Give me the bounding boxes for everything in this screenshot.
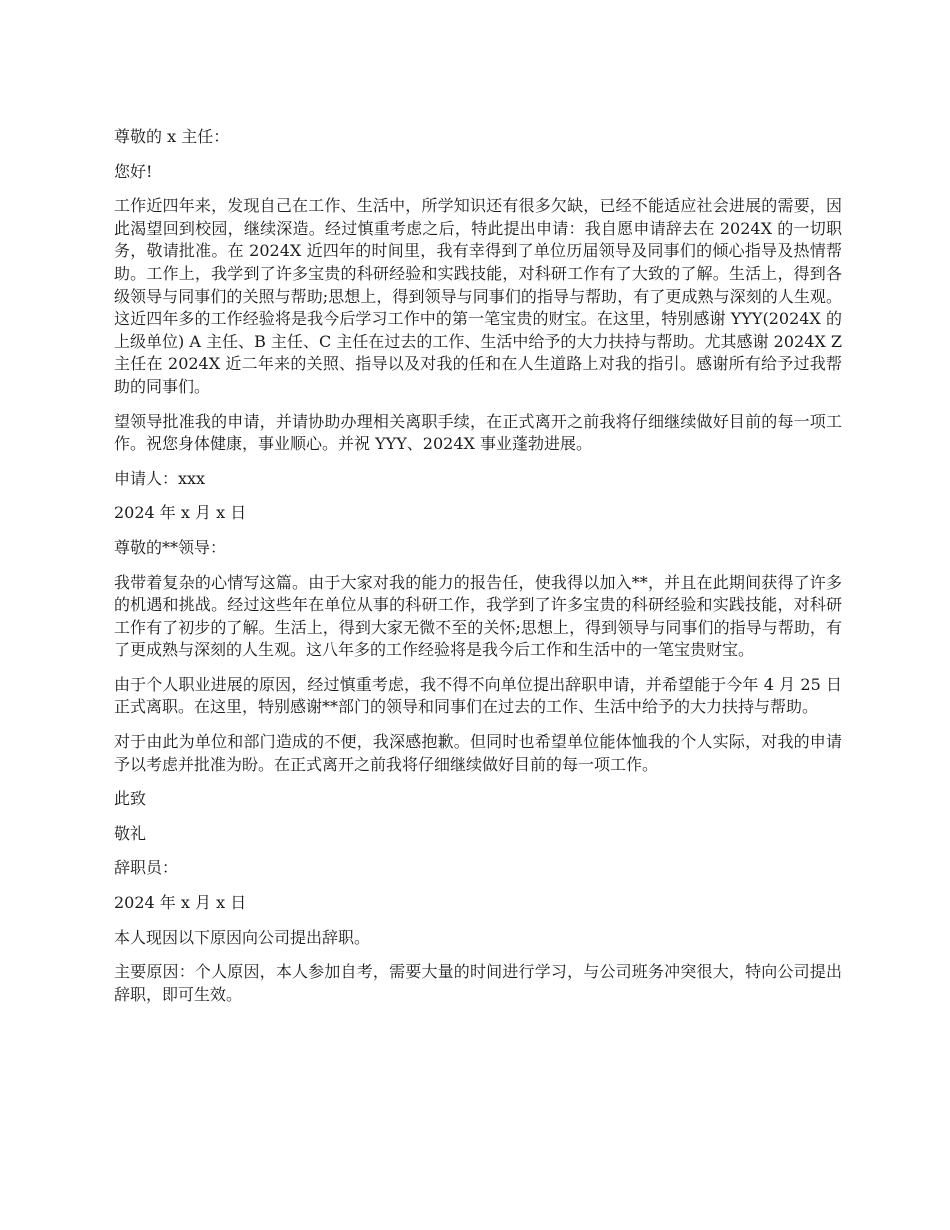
letter1-applicant: 申请人：xxx: [114, 468, 206, 488]
letter2-salutation: 尊敬的**领导：: [114, 537, 227, 557]
letter1-body-paragraph-2: 望领导批准我的申请，并请协助办理相关离职手续，在正式离开之前我将仔细继续做好目前的每一项工作。祝您身体健康，事业顺心。并祝 YYY、2024X 事业蓬勃进展。: [114, 411, 842, 454]
letter2-body-paragraph-2: 由于个人职业进展的原因，经过慎重考虑，我不得不向单位提出辞职申请，并希望能于今年 4 月 25 日正式离职。在这里，特别感谢**部门的领导和同事们在过去的工作、生活中给予的大力扶持与帮助。: [114, 674, 842, 717]
letter2-date: 2024 年 x 月 x 日: [114, 893, 247, 913]
letter1-date: 2024 年 x 月 x 日: [114, 503, 247, 523]
letter2-closing-1: 此致: [114, 789, 147, 809]
letter2-closing-2: 敬礼: [114, 823, 147, 843]
document-page: [114, 126, 842, 1018]
letter2-body-paragraph-3: 对于由此为单位和部门造成的不便，我深感抱歉。但同时也希望单位能体恤我的个人实际，对我的申请予以考虑并批准为盼。在正式离开之前我将仔细继续做好目前的每一项工作。: [114, 732, 842, 774]
letter1-salutation: 尊敬的 x 主任：: [114, 127, 230, 146]
letter1-body-paragraph-1: 工作近四年来，发现自己在工作、生活中，所学知识还有很多欠缺，已经不能适应社会进展的需要，因此渴望回到校园，继续深造。经过慎重考虑之后，特此提出申请：我自愿申请辞去在 2024X 的一切职务，敬请批准。在 2024X 近四年的时间里，我有幸得到了单位历届领导及同事们的倾心指导及热情帮助。工作上，我学到了许多宝贵的科研经验和实践技能，对科研工作有了大致的了解。生活上，得到各级领导与同事们的关照与帮助;思想上，得到领导与同事们的指导与帮助，有了更成熟与深刻的人生观。这近四年多的工作经验将是我今后学习工作中的第一笔宝贵的财宝。在这里，特别感谢 YYY(2024X 的上级单位) A 主任、B 主任、C 主任在过去的工作、生活中给予的大力扶持与帮助。尤其感谢 2024X Z 主任在 2024X 近二年来的关照、指导以及对我的任和在人生道路上对我的指引。感谢所有给予过我帮助的同事们。: [114, 196, 842, 396]
letter2-signer: 辞职员：: [114, 858, 179, 878]
letter3-reason: 主要原因：个人原因，本人参加自考，需要大量的时间进行学习，与公司班务冲突很大，特向公司提出辞职，即可生效。: [114, 962, 842, 1004]
letter1-greeting: 您好!: [114, 161, 153, 181]
letter2-body-paragraph-1: 我带着复杂的心情写这篇。由于大家对我的能力的报告任，使我得以加入**，并且在此期间获得了许多的机遇和挑战。经过这些年在单位从事的科研工作，我学到了许多宝贵的科研经验和实践技能，对科研工作有了初步的了解。生活上，得到大家无微不至的关怀;思想上，得到领导与同事们的指导与帮助，有了更成熟与深刻的人生观。这八年多的工作经验将是我今后工作和生活中的一笔宝贵财宝。: [114, 572, 842, 660]
letter3-intro: 本人现因以下原因向公司提出辞职。: [114, 927, 371, 947]
